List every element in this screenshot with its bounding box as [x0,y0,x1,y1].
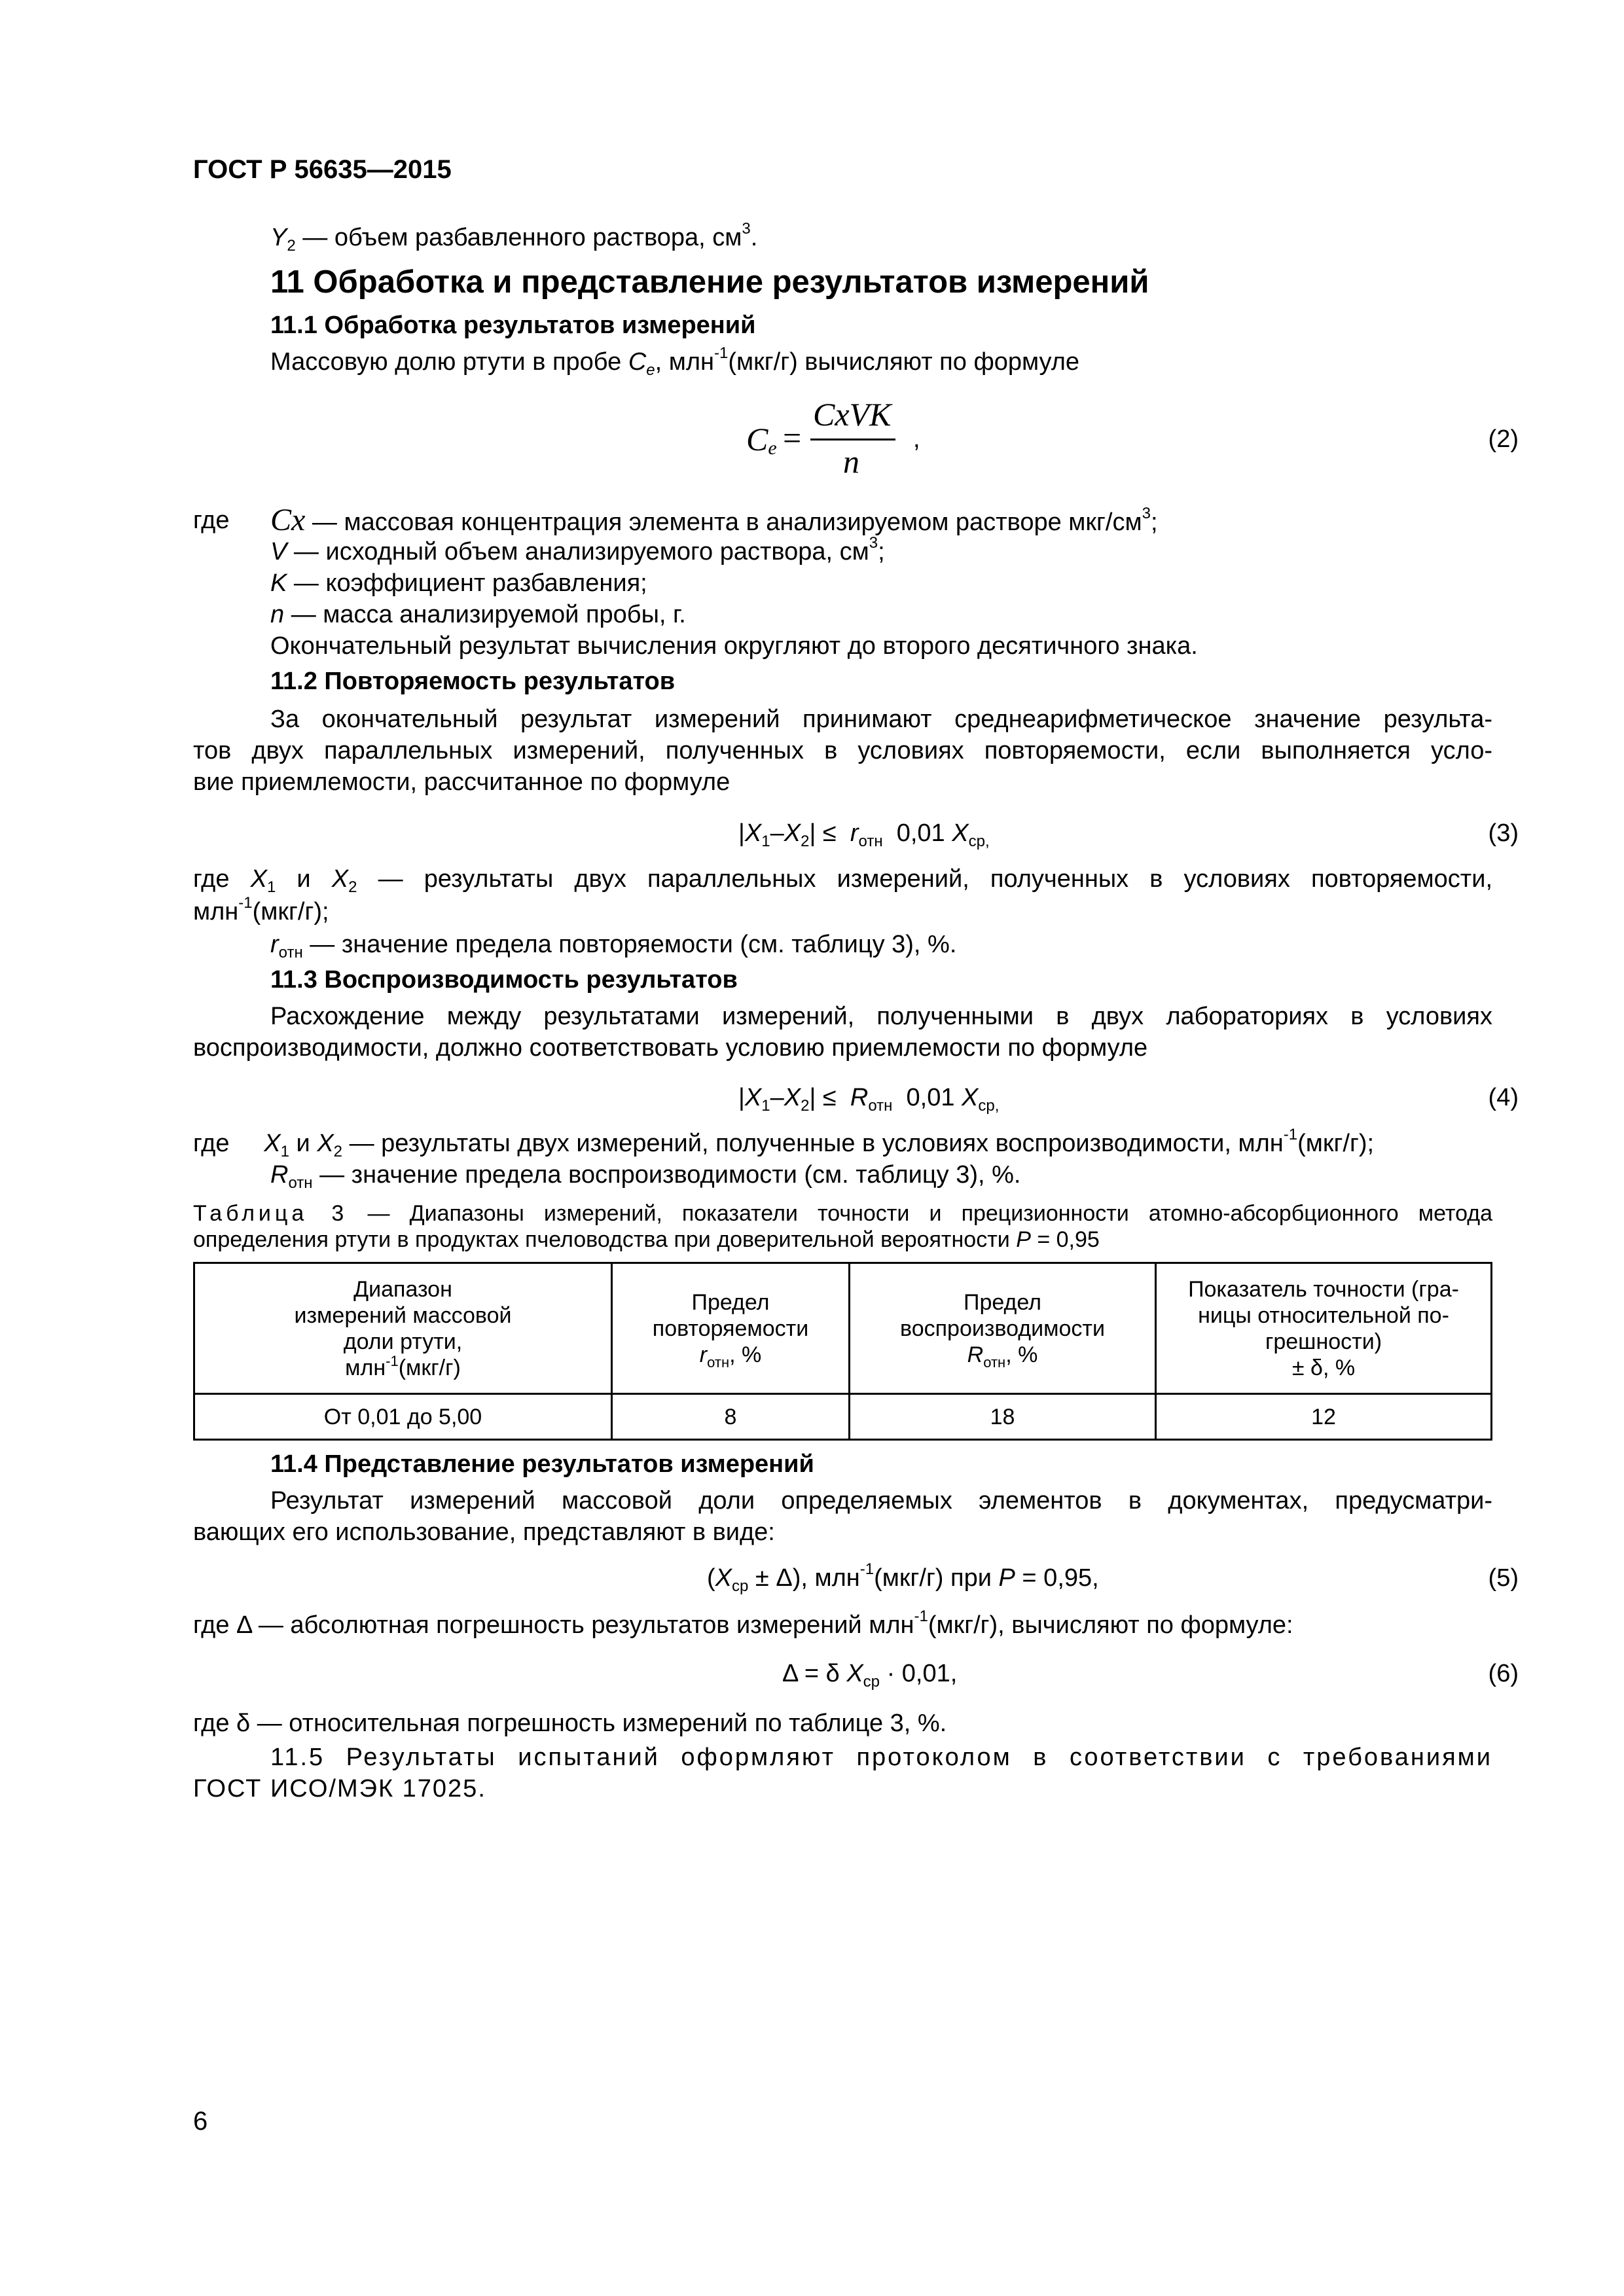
paragraph: Результат измерений массовой доли определяемых элементов в документах, предусматри- [270,1487,1492,1515]
formula-4: $|X_1-X_2| \le R_{отн}$ 0,01 $X_{ср,}$ [738,1084,1000,1115]
table-header-cell: Предел воспроизводимости $R_{отн}$, % [850,1263,1156,1394]
table-cell: 18 [850,1394,1156,1440]
equation-number: (6) [1488,1660,1519,1687]
definition-R: $R_{отн}$ — значение предела воспроизводимости (см. таблицу 3), %. [270,1161,1021,1192]
subsection-title: 11.1 Обработка результатов измерений [270,312,756,339]
table-cell: 8 [612,1394,850,1440]
formula-6: Δ = δ $X_{ср} \cdot 0,01$, [782,1660,958,1691]
definition-k: K — коэффициент разбавления; [270,569,647,597]
fraction-bar [810,439,895,440]
subsection-title: 11.2 Повторяемость результатов [270,668,676,695]
paragraph: ГОСТ ИСО/МЭК 17025. [193,1775,486,1803]
where-label: где [193,507,230,534]
paragraph: 11.5 Результаты испытаний оформляют протоколом в соответствии с требованиями [270,1744,1492,1771]
intro-definition: $Y_2$ — объем разбавленного раствора, $см^3$. [270,220,758,255]
table-caption: Таблица 3 — Диапазоны измерений, показатели точности и прецизионности атомно-абсорбционного метода [193,1201,1492,1226]
page-number: 6 [193,2107,208,2136]
table-3 [193,1262,1492,1441]
paragraph: За окончательный результат измерений принимают среднеарифметическое значение результа- [270,706,1492,733]
equation-number: (3) [1488,819,1519,847]
table-header-cell: Показатель точности (гра- ницы относительной по- грешности) ± δ, % [1156,1263,1492,1394]
subsection-title: 11.3 Воспроизводимость результатов [270,966,738,994]
table-cell: 12 [1156,1394,1492,1440]
subsection-title: 11.4 Представление результатов измерений [270,1450,814,1478]
paragraph: тов двух параллельных измерений, полученных в условиях повторяемости, если выполняется усло- [193,737,1492,764]
section-title: 11 Обработка и представление результатов измерений [270,264,1149,300]
paragraph: воспроизводимости, должно соответствовать условию приемлемости по формуле [193,1034,1148,1062]
table-cell: От 0,01 до 5,00 [194,1394,612,1440]
definition-x1x2-cont: млн$^{-1}$(мкг/г); [193,894,329,925]
formula-5: $(X_{ср} \pm \Delta)$, млн$^{-1}$(мкг/г) при P = 0,95, [707,1560,1099,1595]
definition-x1x2: где $X_1$ и $X_2$ — результаты двух параллельных измерений, полученных в условиях повторяемости, [193,865,1492,896]
table-header-cell: Предел повторяемости $r_{отн}$, % [612,1263,850,1394]
table-row [194,1394,1492,1440]
delta-definition: где Δ — абсолютная погрешность результатов измерений млн$^{-1}$(мкг/г), вычисляют по формуле: [193,1607,1293,1639]
rounding-note: Окончательный результат вычисления округляют до второго десятичного знака. [270,632,1198,660]
definition-r: $r_{отн}$ — значение предела повторяемости (см. таблицу 3), %. [270,931,957,961]
definition-cx: Cx — массовая концентрация элемента в анализируемом растворе мкг/$см^3$; [270,503,1158,537]
equation-number: (5) [1488,1564,1519,1592]
formula-3: $|X_1-X_2| \le r_{отн}$ 0,01 $X_{ср,}$ [738,819,990,850]
paragraph: вие приемлемости, рассчитанное по формуле [193,768,731,796]
delta-small-definition: где δ — относительная погрешность измерений по таблице 3, %. [193,1710,947,1737]
definition-x1x2-repro: где $X_1$ и $X_2$ — результаты двух измерений, полученные в условиях воспроизводимости, млн$^{-1}$(мкг/г); [193,1126,1375,1160]
table-header-cell: Диапазон измерений массовой доли ртути, млн$^{-1}$(мкг/г) [194,1263,612,1394]
paragraph: вающих его использование, представляют в виде: [193,1518,775,1546]
table-header-row [194,1263,1492,1394]
definition-v: V — исходный объем анализируемого раствора, $см^3$; [270,534,885,565]
document-header: ГОСТ Р 56635—2015 [193,155,452,184]
equation-number: (4) [1488,1084,1519,1111]
paragraph: Расхождение между результатами измерений, полученными в двух лабораториях в условиях [270,1003,1492,1030]
table-caption-cont: определения ртути в продуктах пчеловодства при доверительной вероятности P = 0,95 [193,1227,1100,1252]
document-page: ГОСТ Р 56635—2015 $Y_2$ — объем разбавленного раствора, $см^3$. 11 Обработка и представление результатов измерений 11.1 Обработка результатов измерений Массовую долю ртути в пробе $C_e$, млн$^{-1}$(мкг/г) вычисляют по формуле $C_e$ = CxVK n , (2) где Cx — массовая концентрация элемента в анализируемом растворе мкг/$см^3$; V — исходный объем анализируемого раствора, $см^3$; K — коэффициент разбавления; n — масса анализируемой пробы, г. Окончательный результат вычисления округляют до второго десятичного знака. 11.2 Повторяемость результатов За окончательный результат измерений принимают среднеарифметическое значение результа- тов двух параллельных измерений, полученных в условиях повторяемости, если выполняется усло- вие приемлемости, рассчитанное по формуле $|X_1-X_2| \le r_{отн}$ 0,01 $X_{ср,}$ (3) где $X_1$ и $X_2$ — результаты двух параллельных измерений, полученных в условиях повторяемости, млн$^{-1}$(мкг/г); $r_{отн}$ — значение предела повторяемости (см. таблицу 3), %. 11.3 Воспроизводимость результатов Расхождение между результатами измерений, полученными в двух лабораториях в условиях воспроизводимости, должно соответствовать условию приемлемости по формуле $|X_1-X_2| \le R_{отн}$ 0,01 $X_{ср,}$ (4) где $X_1$ и $X_2$ — результаты двух измерений, полученные в условиях воспроизводимости, млн$^{-1}$(мкг/г); $R_{отн}$ — значение предела воспроизводимости (см. таблицу 3), %. Таблица 3 — Диапазоны измерений, показатели точности и прецизионности атомно-абсорбционного метода определения ртути в продуктах пчеловодства при доверительной вероятности P = 0,95 Диапазон измерений массовой доли ртути, млн$^{-1}$(мкг/г) Предел повторяемости $r_{отн}$, % Предел воспроизводимости $R_{отн}$, % Показатель точности (гра- ницы относительной по- грешности) ± δ, % От 0,01 до 5,00 8 18 12 11.4 Представление результатов измерений Результат измерений массовой доли определяемых элементов в документах, предусматри- вающих его использование, представляют в виде: $(X_{ср} \pm \Delta)$, млн$^{-1}$(мкг/г) при P = 0,95, (5) где Δ — абсолютная погрешность результатов измерений млн$^{-1}$(мкг/г), вычисляют по формуле: Δ = δ $X_{ср} \cdot 0,01$, (6) где δ — относительная погрешность измерений по таблице 3, %. 11.5 Результаты испытаний оформляют протоколом в соответствии с требованиями ГОСТ ИСО/МЭК 17025. 6 [193,155,1519,2136]
paragraph: Массовую долю ртути в пробе $C_e$, млн$^{-1}$(мкг/г) вычисляют по формуле [270,344,1080,379]
definition-n: n — масса анализируемой пробы, г. [270,601,686,628]
